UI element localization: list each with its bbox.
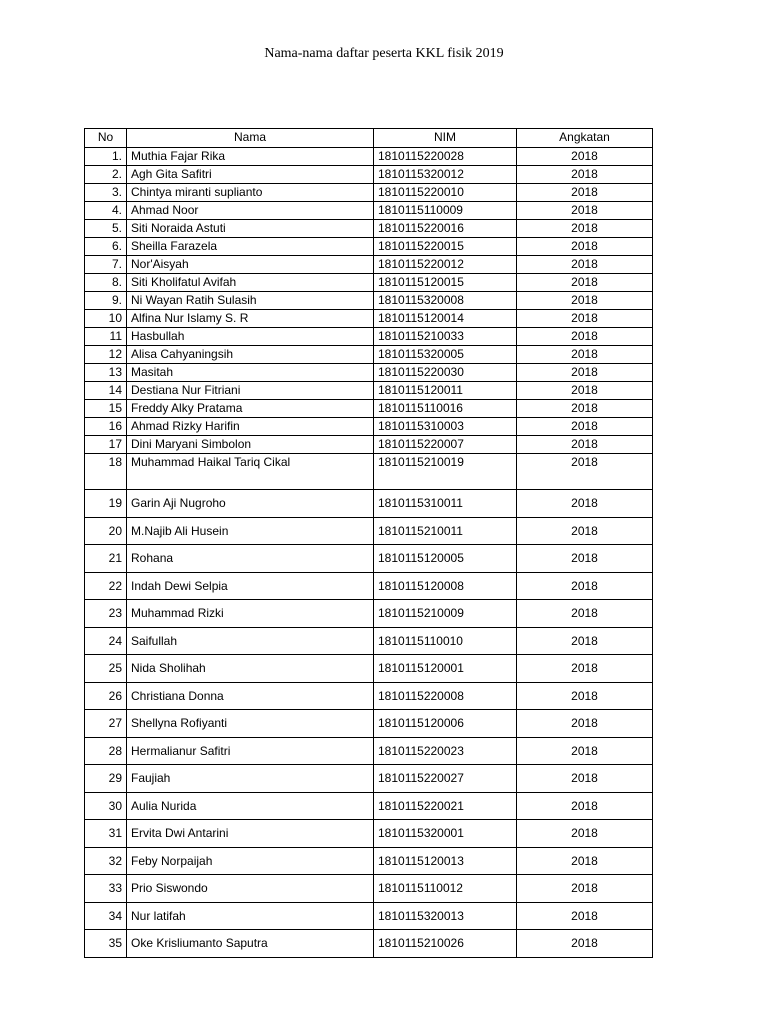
cell-angkatan: 2018 — [517, 490, 653, 518]
cell-nama: Feby Norpaijah — [127, 848, 374, 875]
table-row — [85, 238, 653, 256]
cell-no: 32 — [85, 848, 127, 875]
cell-nama: Muhammad Haikal Tariq Cikal — [127, 454, 374, 490]
cell-nim: 1810115120006 — [374, 710, 517, 738]
cell-nim: 1810115110016 — [374, 400, 517, 418]
cell-nim: 1810115220030 — [374, 364, 517, 382]
cell-nim: 1810115220015 — [374, 238, 517, 256]
cell-nama: Ni Wayan Ratih Sulasih — [127, 292, 374, 310]
table-row — [85, 274, 653, 292]
cell-nama: Freddy Alky Pratama — [127, 400, 374, 418]
cell-nim: 1810115320005 — [374, 346, 517, 364]
cell-angkatan: 2018 — [517, 220, 653, 238]
cell-nama: Ahmad Noor — [127, 202, 374, 220]
cell-nama: Alfina Nur Islamy S. R — [127, 310, 374, 328]
cell-angkatan: 2018 — [517, 202, 653, 220]
table-row — [85, 490, 653, 518]
table-row — [85, 710, 653, 738]
cell-no: 20 — [85, 518, 127, 545]
table-row — [85, 765, 653, 793]
cell-nama: M.Najib Ali Husein — [127, 518, 374, 545]
cell-no: 22 — [85, 573, 127, 600]
cell-nim: 1810115220016 — [374, 220, 517, 238]
table-header-row — [85, 129, 653, 148]
cell-angkatan: 2018 — [517, 600, 653, 628]
cell-nim: 1810115220010 — [374, 184, 517, 202]
cell-nim: 1810115210026 — [374, 930, 517, 958]
cell-nama: Sheilla Farazela — [127, 238, 374, 256]
cell-nim: 1810115210009 — [374, 600, 517, 628]
cell-nama: Indah Dewi Selpia — [127, 573, 374, 600]
cell-angkatan: 2018 — [517, 292, 653, 310]
table-row — [85, 875, 653, 903]
cell-nama: Muthia Fajar Rika — [127, 148, 374, 166]
cell-no: 8. — [85, 274, 127, 292]
cell-nim: 1810115220007 — [374, 436, 517, 454]
cell-angkatan: 2018 — [517, 628, 653, 655]
cell-angkatan: 2018 — [517, 400, 653, 418]
cell-no: 13 — [85, 364, 127, 382]
table-row — [85, 256, 653, 274]
cell-nim: 1810115120008 — [374, 573, 517, 600]
table-row — [85, 148, 653, 166]
cell-no: 21 — [85, 545, 127, 573]
cell-nama: Hermalianur Safitri — [127, 738, 374, 765]
cell-no: 3. — [85, 184, 127, 202]
table-row — [85, 292, 653, 310]
cell-angkatan: 2018 — [517, 256, 653, 274]
cell-nama: Destiana Nur Fitriani — [127, 382, 374, 400]
cell-nama: Hasbullah — [127, 328, 374, 346]
table-row — [85, 518, 653, 545]
cell-nama: Ervita Dwi Antarini — [127, 820, 374, 848]
cell-nim: 1810115220008 — [374, 683, 517, 710]
cell-nim: 1810115220023 — [374, 738, 517, 765]
cell-nama: Alisa Cahyaningsih — [127, 346, 374, 364]
cell-nim: 1810115120005 — [374, 545, 517, 573]
table-row — [85, 903, 653, 930]
cell-nama: Shellyna Rofiyanti — [127, 710, 374, 738]
cell-angkatan: 2018 — [517, 683, 653, 710]
cell-no: 17 — [85, 436, 127, 454]
table-row — [85, 382, 653, 400]
participant-table — [84, 128, 653, 958]
cell-nim: 1810115310003 — [374, 418, 517, 436]
cell-nama: Nor'Aisyah — [127, 256, 374, 274]
cell-nama: Nida Sholihah — [127, 655, 374, 683]
header-angkatan: Angkatan — [517, 129, 653, 148]
cell-nama: Dini Maryani Simbolon — [127, 436, 374, 454]
cell-angkatan: 2018 — [517, 820, 653, 848]
cell-no: 27 — [85, 710, 127, 738]
cell-nim: 1810115320012 — [374, 166, 517, 184]
cell-nim: 1810115320008 — [374, 292, 517, 310]
header-nama: Nama — [127, 129, 374, 148]
table-row — [85, 454, 653, 490]
cell-no: 18 — [85, 454, 127, 490]
cell-angkatan: 2018 — [517, 454, 653, 490]
cell-angkatan: 2018 — [517, 418, 653, 436]
document-title: Nama-nama daftar peserta KKL fisik 2019 — [264, 46, 504, 61]
cell-angkatan: 2018 — [517, 382, 653, 400]
cell-nama: Siti Noraida Astuti — [127, 220, 374, 238]
cell-angkatan: 2018 — [517, 848, 653, 875]
cell-no: 26 — [85, 683, 127, 710]
table-row — [85, 793, 653, 820]
cell-nama: Siti Kholifatul Avifah — [127, 274, 374, 292]
cell-no: 16 — [85, 418, 127, 436]
cell-angkatan: 2018 — [517, 436, 653, 454]
cell-angkatan: 2018 — [517, 518, 653, 545]
cell-angkatan: 2018 — [517, 710, 653, 738]
cell-nim: 1810115320001 — [374, 820, 517, 848]
cell-angkatan: 2018 — [517, 903, 653, 930]
cell-nama: Christiana Donna — [127, 683, 374, 710]
cell-no: 31 — [85, 820, 127, 848]
cell-angkatan: 2018 — [517, 166, 653, 184]
cell-no: 5. — [85, 220, 127, 238]
cell-nama: Prio Siswondo — [127, 875, 374, 903]
cell-nama: Ahmad Rizky Harifin — [127, 418, 374, 436]
cell-angkatan: 2018 — [517, 310, 653, 328]
cell-no: 33 — [85, 875, 127, 903]
table-row — [85, 364, 653, 382]
table-row — [85, 683, 653, 710]
cell-nim: 1810115210033 — [374, 328, 517, 346]
table-row — [85, 820, 653, 848]
cell-nim: 1810115120014 — [374, 310, 517, 328]
cell-no: 29 — [85, 765, 127, 793]
cell-angkatan: 2018 — [517, 148, 653, 166]
cell-no: 28 — [85, 738, 127, 765]
cell-no: 9. — [85, 292, 127, 310]
cell-nim: 1810115110012 — [374, 875, 517, 903]
cell-no: 35 — [85, 930, 127, 958]
cell-nim: 1810115110009 — [374, 202, 517, 220]
cell-no: 12 — [85, 346, 127, 364]
cell-nim: 1810115320013 — [374, 903, 517, 930]
table-row — [85, 436, 653, 454]
cell-no: 19 — [85, 490, 127, 518]
cell-angkatan: 2018 — [517, 655, 653, 683]
cell-no: 15 — [85, 400, 127, 418]
table-row — [85, 418, 653, 436]
cell-nim: 1810115110010 — [374, 628, 517, 655]
cell-no: 10 — [85, 310, 127, 328]
table-row — [85, 202, 653, 220]
cell-angkatan: 2018 — [517, 346, 653, 364]
cell-nama: Chintya miranti suplianto — [127, 184, 374, 202]
table-row — [85, 600, 653, 628]
table-row — [85, 628, 653, 655]
cell-nama: Rohana — [127, 545, 374, 573]
cell-no: 2. — [85, 166, 127, 184]
cell-angkatan: 2018 — [517, 793, 653, 820]
cell-angkatan: 2018 — [517, 328, 653, 346]
cell-nim: 1810115120015 — [374, 274, 517, 292]
cell-nama: Aulia Nurida — [127, 793, 374, 820]
cell-nim: 1810115220028 — [374, 148, 517, 166]
cell-angkatan: 2018 — [517, 875, 653, 903]
cell-no: 25 — [85, 655, 127, 683]
cell-nim: 1810115220021 — [374, 793, 517, 820]
table-row — [85, 655, 653, 683]
cell-nama: Faujiah — [127, 765, 374, 793]
table-row — [85, 328, 653, 346]
cell-angkatan: 2018 — [517, 573, 653, 600]
cell-nama: Agh Gita Safitri — [127, 166, 374, 184]
cell-nim: 1810115310011 — [374, 490, 517, 518]
cell-nama: Muhammad Rizki — [127, 600, 374, 628]
header-nim: NIM — [374, 129, 517, 148]
cell-no: 1. — [85, 148, 127, 166]
table-row — [85, 545, 653, 573]
cell-no: 23 — [85, 600, 127, 628]
cell-nim: 1810115210019 — [374, 454, 517, 490]
cell-angkatan: 2018 — [517, 930, 653, 958]
cell-nama: Nur latifah — [127, 903, 374, 930]
cell-no: 24 — [85, 628, 127, 655]
cell-no: 34 — [85, 903, 127, 930]
cell-no: 7. — [85, 256, 127, 274]
cell-nim: 1810115220012 — [374, 256, 517, 274]
table-row — [85, 400, 653, 418]
cell-nim: 1810115120013 — [374, 848, 517, 875]
table-row — [85, 346, 653, 364]
cell-angkatan: 2018 — [517, 738, 653, 765]
header-no: No — [85, 129, 127, 148]
cell-no: 11 — [85, 328, 127, 346]
cell-nim: 1810115210011 — [374, 518, 517, 545]
cell-no: 4. — [85, 202, 127, 220]
table-row — [85, 848, 653, 875]
cell-nama: Masitah — [127, 364, 374, 382]
table-row — [85, 738, 653, 765]
cell-angkatan: 2018 — [517, 184, 653, 202]
table-body — [85, 148, 653, 958]
cell-no: 14 — [85, 382, 127, 400]
cell-angkatan: 2018 — [517, 238, 653, 256]
cell-nim: 1810115120001 — [374, 655, 517, 683]
cell-no: 30 — [85, 793, 127, 820]
cell-nama: Saifullah — [127, 628, 374, 655]
table-row — [85, 166, 653, 184]
cell-nama: Oke Krisliumanto Saputra — [127, 930, 374, 958]
cell-nama: Garin Aji Nugroho — [127, 490, 374, 518]
table-row — [85, 573, 653, 600]
cell-angkatan: 2018 — [517, 364, 653, 382]
cell-angkatan: 2018 — [517, 274, 653, 292]
cell-angkatan: 2018 — [517, 765, 653, 793]
cell-no: 6. — [85, 238, 127, 256]
table-row — [85, 310, 653, 328]
cell-nim: 1810115220027 — [374, 765, 517, 793]
table-row — [85, 930, 653, 958]
cell-nim: 1810115120011 — [374, 382, 517, 400]
table-row — [85, 184, 653, 202]
table-row — [85, 220, 653, 238]
cell-angkatan: 2018 — [517, 545, 653, 573]
